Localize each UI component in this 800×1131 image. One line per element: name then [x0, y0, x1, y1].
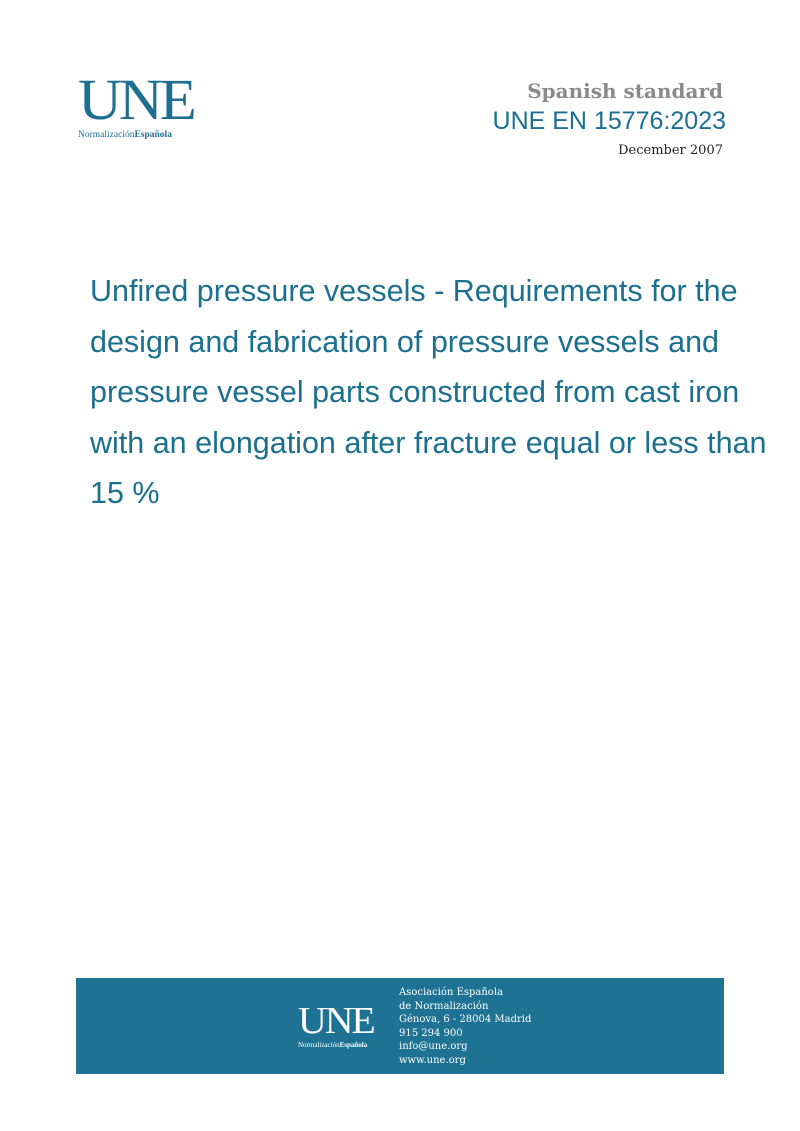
- footer-banner: [76, 978, 724, 1074]
- une-logo: [78, 67, 198, 140]
- document-title: Unfired pressure vessels - Requirements for the design and fabrication of pressure vessels and pressure vessel parts constructed from cast iron with an elongation after fracture equal or less than 15 %: [90, 274, 767, 510]
- footer-address: Génova, 6 - 28004 Madrid: [399, 1014, 532, 1025]
- standard-date: December 2007: [618, 143, 723, 158]
- footer-logo-subtitle-regular: Normalización: [298, 1041, 340, 1049]
- standard-header: [492, 78, 726, 158]
- logo-subtitle-regular: Normalización: [78, 130, 135, 140]
- logo-wordmark: UNE: [78, 67, 194, 132]
- logo-subtitle-bold: Española: [134, 130, 172, 140]
- footer-website-link[interactable]: www.une.org: [399, 1054, 466, 1066]
- footer-contact-info: [399, 986, 531, 1067]
- standard-code: UNE EN 15776:2023: [492, 107, 726, 135]
- footer-org-line1: Asociación Española: [399, 987, 503, 998]
- footer-logo-subtitle-bold: Española: [339, 1041, 368, 1049]
- footer-org-line2: de Normalización: [399, 1000, 489, 1012]
- footer-email-link[interactable]: info@une.org: [399, 1041, 468, 1052]
- footer-une-logo: [298, 1002, 378, 1049]
- standard-label: Spanish standard: [527, 79, 723, 103]
- footer-phone: 915 294 900: [399, 1027, 463, 1039]
- footer-logo-subtitle: [298, 1041, 378, 1049]
- footer-logo-wordmark: UNE: [298, 1000, 374, 1042]
